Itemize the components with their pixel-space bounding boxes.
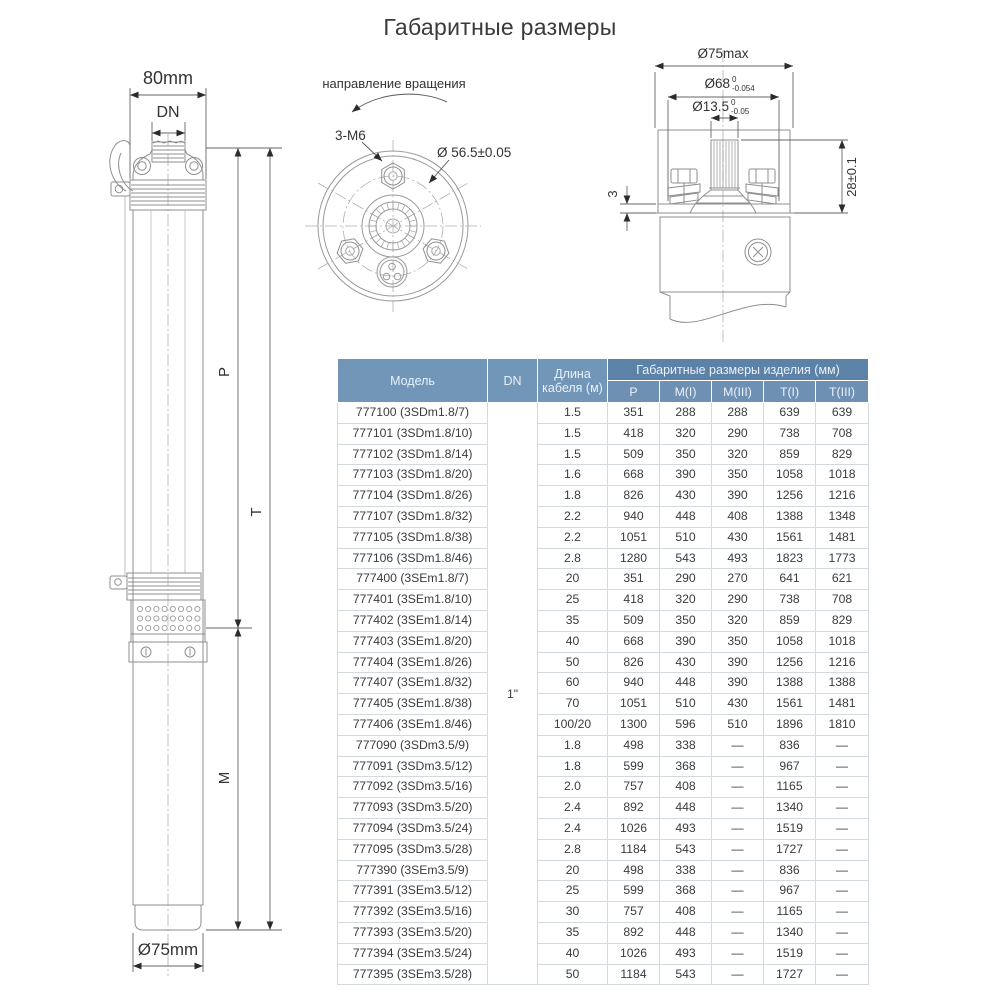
cell-cable: 2.4 — [538, 818, 608, 839]
wing-nut-left — [668, 169, 700, 204]
cell-model: 777400 (3SEm1.8/7) — [338, 569, 488, 590]
cell-m1: 350 — [660, 610, 712, 631]
cell-m1: 288 — [660, 403, 712, 424]
cell-m1: 390 — [660, 465, 712, 486]
table-row — [338, 922, 869, 943]
cell-m1: 448 — [660, 506, 712, 527]
cell-m3: 320 — [712, 444, 764, 465]
table-row — [338, 527, 869, 548]
cell-model: 777105 (3SDm1.8/38) — [338, 527, 488, 548]
cell-t1: 1165 — [764, 902, 816, 923]
bolt-circle-label: Ø 56.5±0.05 — [437, 145, 512, 160]
cell-t3: — — [816, 943, 869, 964]
cell-m1: 430 — [660, 652, 712, 673]
cell-cable: 35 — [538, 610, 608, 631]
cell-t1: 1727 — [764, 839, 816, 860]
cell-cable: 2.0 — [538, 777, 608, 798]
cell-model: 777391 (3SEm3.5/12) — [338, 881, 488, 902]
table-row — [338, 818, 869, 839]
d75max-label: Ø75max — [697, 46, 749, 61]
cell-cable: 70 — [538, 694, 608, 715]
cell-t3: 708 — [816, 423, 869, 444]
cell-m1: 368 — [660, 881, 712, 902]
cell-t1: 738 — [764, 423, 816, 444]
cell-p: 509 — [608, 444, 660, 465]
table-row — [338, 943, 869, 964]
cell-t3: 1481 — [816, 694, 869, 715]
d135-tol-upper: 0 — [731, 98, 736, 107]
table-row — [338, 798, 869, 819]
cell-p: 892 — [608, 798, 660, 819]
cell-cable: 20 — [538, 569, 608, 590]
cell-m1: 448 — [660, 922, 712, 943]
cell-t1: 1256 — [764, 486, 816, 507]
cell-t3: — — [816, 839, 869, 860]
cell-model: 777091 (3SDm3.5/12) — [338, 756, 488, 777]
pump-shaft — [711, 140, 738, 190]
cell-cable: 1.8 — [538, 486, 608, 507]
cell-t3: 621 — [816, 569, 869, 590]
cell-t3: 829 — [816, 444, 869, 465]
cell-t3: — — [816, 964, 869, 985]
cell-p: 1184 — [608, 964, 660, 985]
header-cable-length: Длина кабеля (м) — [538, 359, 608, 403]
cell-cable: 50 — [538, 964, 608, 985]
cell-m1: 510 — [660, 527, 712, 548]
cell-m3: — — [712, 818, 764, 839]
cell-p: 1026 — [608, 818, 660, 839]
cell-m1: 430 — [660, 486, 712, 507]
cell-cable: 25 — [538, 881, 608, 902]
cell-model: 777095 (3SDm3.5/28) — [338, 839, 488, 860]
cell-t3: — — [816, 818, 869, 839]
table-row — [338, 714, 869, 735]
cell-m3: 493 — [712, 548, 764, 569]
table-row — [338, 735, 869, 756]
cell-t1: 859 — [764, 610, 816, 631]
cell-cable: 2.2 — [538, 527, 608, 548]
cell-model: 777093 (3SDm3.5/20) — [338, 798, 488, 819]
header-m3: M(III) — [712, 381, 764, 403]
cell-model: 777393 (3SEm3.5/20) — [338, 922, 488, 943]
cell-t3: — — [816, 881, 869, 902]
cell-t1: 1561 — [764, 527, 816, 548]
pump-m-label: M — [216, 771, 233, 785]
cell-t1: 1823 — [764, 548, 816, 569]
cell-m3: — — [712, 860, 764, 881]
cell-t3: — — [816, 798, 869, 819]
cell-dn: 1" — [488, 403, 538, 985]
cell-model: 777405 (3SEm1.8/38) — [338, 694, 488, 715]
cell-t1: 1727 — [764, 964, 816, 985]
table-row — [338, 465, 869, 486]
cell-p: 668 — [608, 465, 660, 486]
cell-m3: 350 — [712, 631, 764, 652]
cell-t1: 859 — [764, 444, 816, 465]
table-body — [338, 403, 869, 985]
cell-m1: 596 — [660, 714, 712, 735]
cell-m3: 390 — [712, 652, 764, 673]
cell-cable: 30 — [538, 902, 608, 923]
cell-model: 777102 (3SDm1.8/14) — [338, 444, 488, 465]
cell-model: 777407 (3SEm1.8/32) — [338, 673, 488, 694]
cell-m3: 430 — [712, 694, 764, 715]
cell-cable: 2.4 — [538, 798, 608, 819]
cell-cable: 20 — [538, 860, 608, 881]
cell-m1: 510 — [660, 694, 712, 715]
cell-m3: — — [712, 902, 764, 923]
cell-m3: 290 — [712, 590, 764, 611]
cell-m3: 408 — [712, 506, 764, 527]
cell-p: 599 — [608, 756, 660, 777]
bolts-label: 3-M6 — [335, 128, 366, 143]
cell-t1: 1388 — [764, 506, 816, 527]
table-row — [338, 694, 869, 715]
cell-t3: 708 — [816, 590, 869, 611]
cell-p: 668 — [608, 631, 660, 652]
rotation-direction-label: направление вращения — [322, 76, 466, 91]
cell-p: 351 — [608, 569, 660, 590]
table-row — [338, 590, 869, 611]
cell-t3: 1216 — [816, 652, 869, 673]
pump-width-label: 80mm — [142, 68, 194, 88]
table-row — [338, 756, 869, 777]
cell-cable: 50 — [538, 652, 608, 673]
cell-cable: 1.6 — [538, 465, 608, 486]
d135-tol-lower: -0.05 — [731, 107, 750, 116]
cell-m1: 493 — [660, 818, 712, 839]
table-row — [338, 673, 869, 694]
cell-t3: — — [816, 777, 869, 798]
cell-model: 777404 (3SEm1.8/26) — [338, 652, 488, 673]
pump-p-label: P — [216, 366, 233, 378]
cell-model: 777392 (3SEm3.5/16) — [338, 902, 488, 923]
cell-m3: 430 — [712, 527, 764, 548]
table-row — [338, 839, 869, 860]
cell-m1: 368 — [660, 756, 712, 777]
cell-p: 1051 — [608, 694, 660, 715]
table-row — [338, 423, 869, 444]
cell-t3: — — [816, 860, 869, 881]
cell-model: 777406 (3SEm1.8/46) — [338, 714, 488, 735]
dimensions-table — [337, 358, 869, 985]
table-row — [338, 964, 869, 985]
cell-model: 777107 (3SDm1.8/32) — [338, 506, 488, 527]
table-row — [338, 569, 869, 590]
cell-p: 351 — [608, 403, 660, 424]
cell-p: 498 — [608, 860, 660, 881]
cell-m3: — — [712, 839, 764, 860]
cell-m1: 448 — [660, 673, 712, 694]
cell-model: 777104 (3SDm1.8/26) — [338, 486, 488, 507]
cell-cable: 1.5 — [538, 423, 608, 444]
cell-p: 892 — [608, 922, 660, 943]
cell-model: 777092 (3SDm3.5/16) — [338, 777, 488, 798]
cell-t3: 1348 — [816, 506, 869, 527]
header-t3: T(III) — [816, 381, 869, 403]
cell-m3: — — [712, 756, 764, 777]
cable-conduit — [110, 141, 130, 191]
cell-t1: 1340 — [764, 922, 816, 943]
cell-cable: 1.8 — [538, 735, 608, 756]
cell-t1: 1519 — [764, 818, 816, 839]
break-line — [670, 304, 786, 322]
cell-cable: 2.8 — [538, 548, 608, 569]
cell-t1: 1165 — [764, 777, 816, 798]
h28-label: 28±0.1 — [844, 157, 859, 197]
head-detail-drawing — [648, 50, 798, 345]
cell-t3: 829 — [816, 610, 869, 631]
table-row — [338, 881, 869, 902]
screen-holes — [137, 606, 200, 630]
cell-t3: — — [816, 756, 869, 777]
table-row — [338, 777, 869, 798]
header-dimensions-group: Габаритные размеры изделия (мм) — [608, 359, 869, 381]
cell-m3: 320 — [712, 610, 764, 631]
cell-m1: 320 — [660, 423, 712, 444]
cable-clip-bottom — [110, 576, 127, 589]
table-row — [338, 610, 869, 631]
cell-t3: 1810 — [816, 714, 869, 735]
cell-t1: 1058 — [764, 631, 816, 652]
table-row — [338, 444, 869, 465]
wing-nut-right — [746, 169, 778, 204]
cell-m3: — — [712, 881, 764, 902]
cell-t1: 1388 — [764, 673, 816, 694]
table-row — [338, 631, 869, 652]
cell-m3: 288 — [712, 403, 764, 424]
table-row — [338, 860, 869, 881]
cell-p: 1300 — [608, 714, 660, 735]
cell-p: 498 — [608, 735, 660, 756]
table-row — [338, 652, 869, 673]
cell-model: 777395 (3SEm3.5/28) — [338, 964, 488, 985]
cell-t3: 1388 — [816, 673, 869, 694]
cell-m1: 543 — [660, 964, 712, 985]
cell-p: 826 — [608, 652, 660, 673]
cell-p: 757 — [608, 902, 660, 923]
cell-t1: 641 — [764, 569, 816, 590]
cell-m3: 390 — [712, 673, 764, 694]
cell-t3: 1481 — [816, 527, 869, 548]
cell-cable: 1.8 — [538, 756, 608, 777]
cable-clip-top — [111, 182, 130, 196]
d68-tol-lower: -0.054 — [732, 84, 755, 93]
cell-t1: 967 — [764, 881, 816, 902]
cell-model: 777090 (3SDm3.5/9) — [338, 735, 488, 756]
cell-m1: 290 — [660, 569, 712, 590]
cell-m3: 510 — [712, 714, 764, 735]
cell-cable: 1.5 — [538, 403, 608, 424]
cell-p: 940 — [608, 506, 660, 527]
table-row — [338, 548, 869, 569]
cell-p: 826 — [608, 486, 660, 507]
cell-cable: 1.5 — [538, 444, 608, 465]
top-view-drawing — [305, 140, 481, 314]
cell-model: 777394 (3SEm3.5/24) — [338, 943, 488, 964]
cell-m1: 543 — [660, 839, 712, 860]
cell-t1: 967 — [764, 756, 816, 777]
cell-m1: 493 — [660, 943, 712, 964]
cell-t3: — — [816, 902, 869, 923]
cell-model: 777103 (3SDm1.8/20) — [338, 465, 488, 486]
d68-label: Ø68 — [704, 76, 730, 91]
cell-m1: 320 — [660, 590, 712, 611]
cell-t1: 738 — [764, 590, 816, 611]
cell-m3: — — [712, 735, 764, 756]
header-p: P — [608, 381, 660, 403]
cell-t1: 1256 — [764, 652, 816, 673]
cell-p: 1051 — [608, 527, 660, 548]
cell-p: 1184 — [608, 839, 660, 860]
cell-cable: 100/20 — [538, 714, 608, 735]
table-row — [338, 486, 869, 507]
cell-model: 777106 (3SDm1.8/46) — [338, 548, 488, 569]
cell-model: 777403 (3SEm1.8/20) — [338, 631, 488, 652]
cell-m3: 290 — [712, 423, 764, 444]
cell-p: 1280 — [608, 548, 660, 569]
cell-t3: 1018 — [816, 465, 869, 486]
pump-dn-label: DN — [156, 104, 180, 121]
cell-m3: 390 — [712, 486, 764, 507]
cell-model: 777101 (3SDm1.8/10) — [338, 423, 488, 444]
cell-m3: — — [712, 777, 764, 798]
pump-diameter-label: Ø75mm — [137, 940, 199, 959]
cell-t3: 1216 — [816, 486, 869, 507]
table-header — [338, 359, 869, 403]
cell-model: 777094 (3SDm3.5/24) — [338, 818, 488, 839]
page-title: Габаритные размеры — [383, 14, 617, 40]
cell-m3: 270 — [712, 569, 764, 590]
d135-label: Ø13.5 — [692, 99, 729, 114]
d68-tol-upper: 0 — [732, 75, 737, 84]
cell-t1: 1058 — [764, 465, 816, 486]
table-row — [338, 506, 869, 527]
cell-m1: 338 — [660, 860, 712, 881]
cell-cable: 2.2 — [538, 506, 608, 527]
cell-cable: 25 — [538, 590, 608, 611]
cell-t1: 639 — [764, 403, 816, 424]
cable-gland — [377, 257, 407, 287]
cell-p: 418 — [608, 423, 660, 444]
cell-t3: — — [816, 735, 869, 756]
outlet-thread — [152, 142, 185, 162]
cell-t1: 1561 — [764, 694, 816, 715]
cell-p: 599 — [608, 881, 660, 902]
table-row — [338, 403, 869, 424]
cell-m3: — — [712, 798, 764, 819]
cell-t1: 1519 — [764, 943, 816, 964]
cell-p: 940 — [608, 673, 660, 694]
cell-p: 1026 — [608, 943, 660, 964]
cell-model: 777402 (3SEm1.8/14) — [338, 610, 488, 631]
dimensions-table-wrap — [337, 358, 868, 985]
cell-cable: 40 — [538, 631, 608, 652]
cell-cable: 35 — [538, 922, 608, 943]
cell-p: 509 — [608, 610, 660, 631]
header-m1: M(I) — [660, 381, 712, 403]
cell-cable: 40 — [538, 943, 608, 964]
cell-model: 777401 (3SEm1.8/10) — [338, 590, 488, 611]
cell-t3: 1773 — [816, 548, 869, 569]
cell-m3: — — [712, 964, 764, 985]
rotation-arrow — [352, 94, 447, 112]
cell-m1: 350 — [660, 444, 712, 465]
cell-m1: 408 — [660, 777, 712, 798]
cell-t3: 639 — [816, 403, 869, 424]
cell-t3: 1018 — [816, 631, 869, 652]
cell-m1: 408 — [660, 902, 712, 923]
pump-t-label: T — [248, 507, 265, 517]
cell-t1: 1896 — [764, 714, 816, 735]
step3-label: 3 — [605, 190, 620, 198]
cell-t3: — — [816, 922, 869, 943]
cell-p: 418 — [608, 590, 660, 611]
pump-side-drawing — [110, 134, 207, 976]
table-row — [338, 902, 869, 923]
cell-model: 777390 (3SEm3.5/9) — [338, 860, 488, 881]
header-t1: T(I) — [764, 381, 816, 403]
cell-cable: 2.8 — [538, 839, 608, 860]
cell-t1: 836 — [764, 735, 816, 756]
cell-p: 757 — [608, 777, 660, 798]
header-dn: DN — [488, 359, 538, 403]
cell-model: 777100 (3SDm1.8/7) — [338, 403, 488, 424]
cell-m3: — — [712, 943, 764, 964]
cell-t1: 1340 — [764, 798, 816, 819]
header-model: Модель — [338, 359, 488, 403]
cell-m1: 390 — [660, 631, 712, 652]
cell-m1: 448 — [660, 798, 712, 819]
cell-m1: 543 — [660, 548, 712, 569]
cell-m3: 350 — [712, 465, 764, 486]
pump-dimensions — [130, 88, 282, 972]
cell-m3: — — [712, 922, 764, 943]
cell-t1: 836 — [764, 860, 816, 881]
cell-cable: 60 — [538, 673, 608, 694]
cell-m1: 338 — [660, 735, 712, 756]
